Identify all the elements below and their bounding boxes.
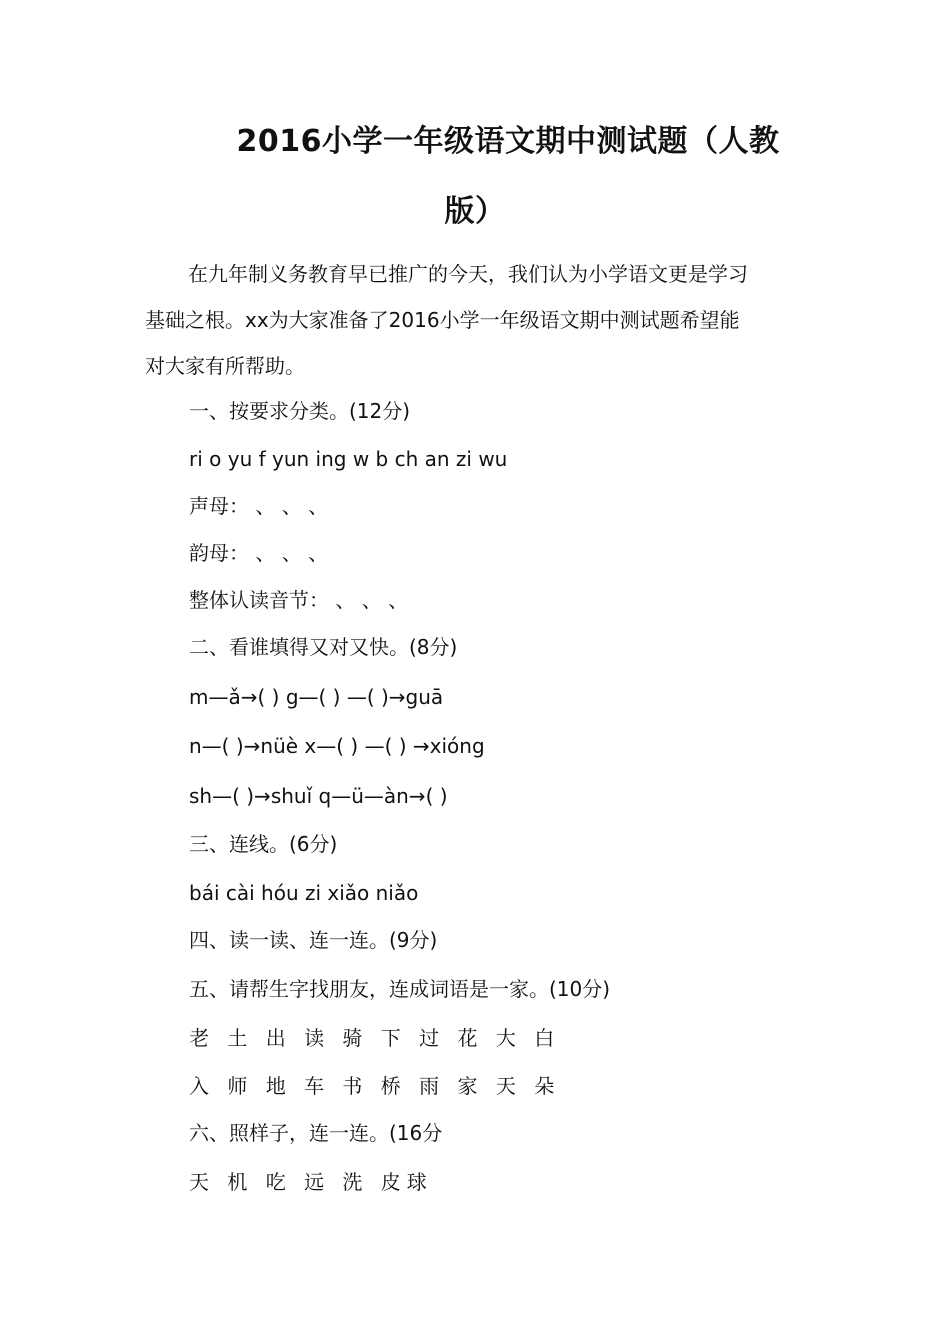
characters-row-2: 入 师 地 车 书 桥 雨 家 天 朵 xyxy=(189,1074,561,1098)
spelling-row-2: n—( )→nüè x—( ) —( ) →xióng xyxy=(189,734,485,758)
intro-text-1: 在九年制义务教育早已推广的今天，我们认为小学语文更是学习 xyxy=(188,262,748,286)
spelling-row-3: sh—( )→shuǐ q—ü—àn→( ) xyxy=(189,784,448,808)
section-1-pinyin: ri o yu f yun ing w b ch an zi wu xyxy=(189,447,508,471)
intro-line-2: 基础之根。xx为大家准备了2016小学一年级语文期中测试题希望能 xyxy=(145,308,740,332)
section-4-heading: 四、读一读、连一连。(9分) xyxy=(189,928,438,952)
initials-row: 声母： 、 、 、 xyxy=(189,494,329,518)
section-5-heading: 五、请帮生字找朋友，连成词语是一家。(10分) xyxy=(189,977,611,1001)
document-title-line-1: 2016小学一年级语文期中测试题（人教 xyxy=(236,124,780,159)
intro-line-3: 对大家有所帮助。 xyxy=(145,354,305,378)
characters-row-1: 老 土 出 读 骑 下 过 花 大 白 xyxy=(189,1026,561,1050)
section-2-heading: 二、看谁填得又对又快。(8分) xyxy=(189,635,458,659)
document-title-line-2: 版） xyxy=(444,194,506,229)
section-6-heading: 六、照样子，连一连。(16分 xyxy=(189,1121,443,1145)
spelling-row-1: m—ǎ→( ) g—( ) —( )→guā xyxy=(189,685,444,709)
whole-syllables-row: 整体认读音节： 、 、 、 xyxy=(189,588,409,612)
intro-line-1 xyxy=(145,250,815,298)
section-6-words: 天 机 吃 远 洗 皮球 xyxy=(189,1170,433,1194)
section-1-heading: 一、按要求分类。(12分) xyxy=(189,399,411,423)
section-3-pinyin: bái cài hóu zi xiǎo niǎo xyxy=(189,881,419,905)
finals-row: 韵母： 、 、 、 xyxy=(189,541,329,565)
section-3-heading: 三、连线。(6分) xyxy=(189,832,338,856)
